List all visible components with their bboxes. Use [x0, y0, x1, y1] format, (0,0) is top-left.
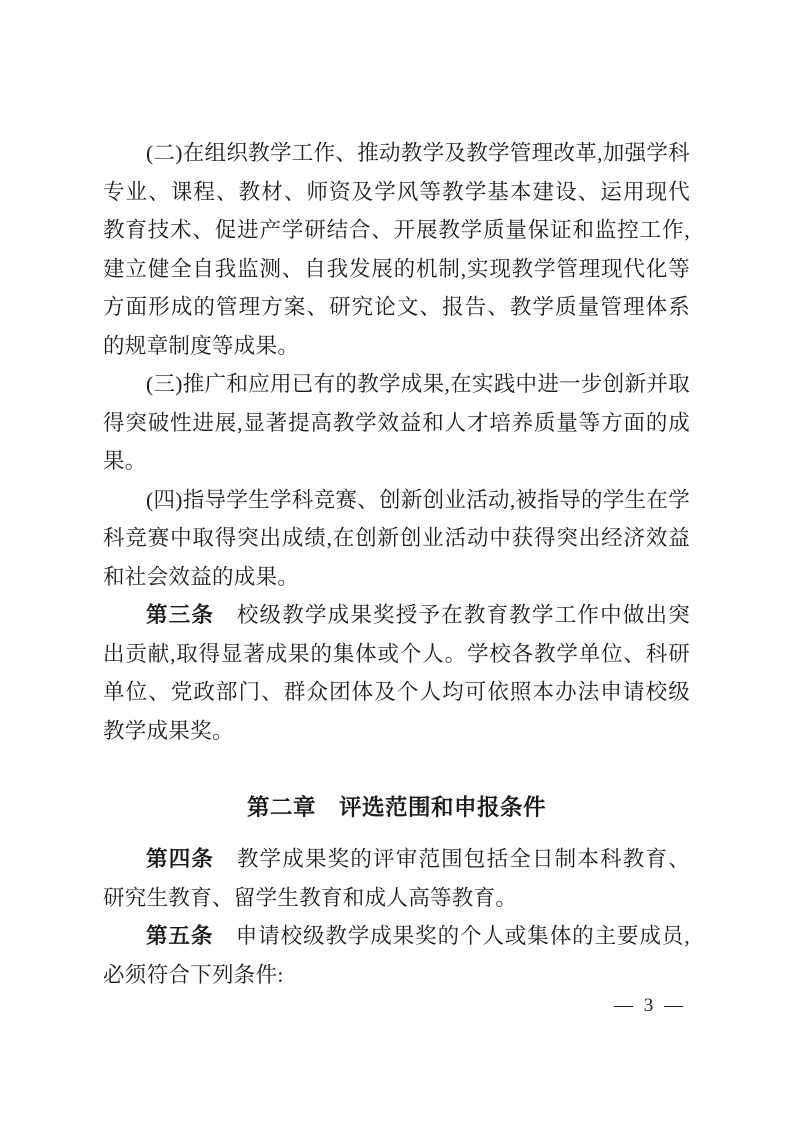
paragraph-article-5: [103, 917, 690, 994]
paragraph-article-3: [103, 596, 690, 750]
article-5-text: 申请校级教学成果奖的个人或集体的主要成员,必须符合下列条件:: [103, 924, 690, 987]
chapter-heading: 第二章 评选范围和申报条件: [246, 795, 546, 820]
paragraph-article-4: [103, 840, 690, 917]
article-4-text: 教学成果奖的评审范围包括全日制本科教育、研究生教育、留学生教育和成人高等教育。: [103, 847, 690, 910]
page-number: — 3 —: [614, 995, 686, 1016]
paragraph-clause-2: (二)在组织教学工作、推动教学及教学管理改革,加强学科专业、课程、教材、师资及学风等教学基本建设、运用现代教育技术、促进产学研结合、开展教学质量保证和监控工作,建立健全自我监测、自我发展的机制,实现教学管理现代化等方面形成的管理方案、研究论文、报告、教学质量管理体系的规章制度等成果。: [103, 141, 690, 358]
article-4-number: 第四条: [146, 847, 215, 871]
paragraph-clause-3: (三)推广和应用已有的教学成果,在实践中进一步创新并取得突破性进展,显著提高教学效益和人才培养质量等方面的成果。: [103, 372, 690, 473]
paragraph-clause-4: (四)指导学生学科竞赛、创新创业活动,被指导的学生在学科竞赛中取得突出成绩,在创新创业活动中获得突出经济效益和社会效益的成果。: [103, 487, 690, 589]
article-5-number: 第五条: [146, 924, 214, 948]
article-3-number: 第三条: [146, 603, 215, 627]
article-3-text: 校级教学成果奖授予在教育教学工作中做出突出贡献,取得显著成果的集体或个人。学校各教学单位、科研单位、党政部门、群众团体及个人均可依照本办法申请校级教学成果奖。: [103, 603, 690, 743]
